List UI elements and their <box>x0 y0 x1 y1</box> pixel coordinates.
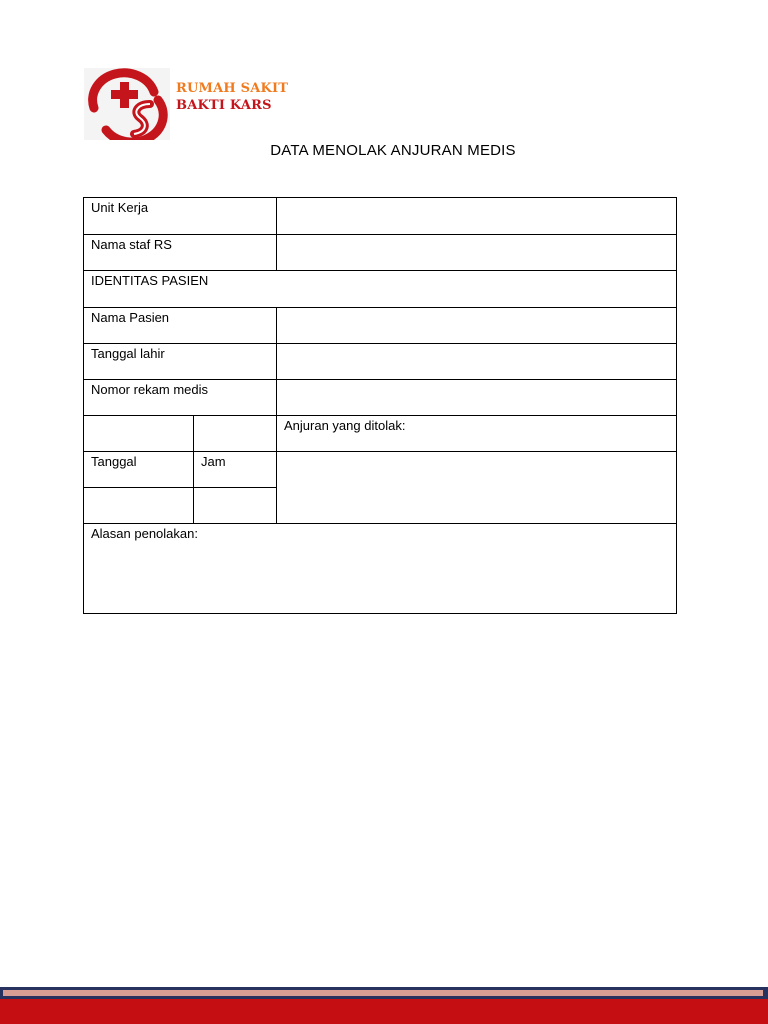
empty-cell[interactable] <box>84 416 194 452</box>
anjuran-label: Anjuran yang ditolak: <box>277 416 677 452</box>
table-row <box>84 452 677 488</box>
identitas-pasien-header: IDENTITAS PASIEN <box>84 271 677 308</box>
document-title: DATA MENOLAK ANJURAN MEDIS <box>270 142 516 159</box>
unit-kerja-field[interactable] <box>277 198 677 235</box>
nama-staf-field[interactable] <box>277 235 677 271</box>
table-row <box>84 271 677 308</box>
unit-kerja-label: Unit Kerja <box>84 198 277 235</box>
table-row <box>84 198 677 235</box>
table-row <box>84 308 677 344</box>
table-row <box>84 380 677 416</box>
jam-field[interactable] <box>194 488 277 524</box>
nomor-rekam-medis-label: Nomor rekam medis <box>84 380 277 416</box>
tanggal-lahir-field[interactable] <box>277 344 677 380</box>
table-row <box>84 524 677 614</box>
tanggal-field[interactable] <box>84 488 194 524</box>
table-row <box>84 416 677 452</box>
table-row <box>84 344 677 380</box>
hospital-name <box>176 80 288 114</box>
footer-stripe-red <box>0 999 768 1024</box>
tanggal-label: Tanggal <box>84 452 194 488</box>
anjuran-field[interactable] <box>277 452 677 524</box>
refusal-form-table <box>83 197 677 614</box>
nama-pasien-field[interactable] <box>277 308 677 344</box>
table-row <box>84 235 677 271</box>
nama-staf-label: Nama staf RS <box>84 235 277 271</box>
empty-cell[interactable] <box>194 416 277 452</box>
footer-band <box>0 987 768 1024</box>
alasan-penolakan-field[interactable] <box>84 524 677 614</box>
nama-pasien-label: Nama Pasien <box>84 308 277 344</box>
footer-stripe-pink <box>3 990 763 996</box>
hospital-logo <box>84 68 304 142</box>
logo-line-bakti-kars: BAKTI KARS <box>176 98 272 113</box>
alasan-penolakan-label: Alasan penolakan: <box>91 526 198 541</box>
jam-label: Jam <box>194 452 277 488</box>
logo-line-rumah-sakit: RUMAH SAKIT <box>176 81 289 96</box>
nomor-rekam-medis-field[interactable] <box>277 380 677 416</box>
tanggal-lahir-label: Tanggal lahir <box>84 344 277 380</box>
hospital-cross-icon <box>84 68 170 140</box>
